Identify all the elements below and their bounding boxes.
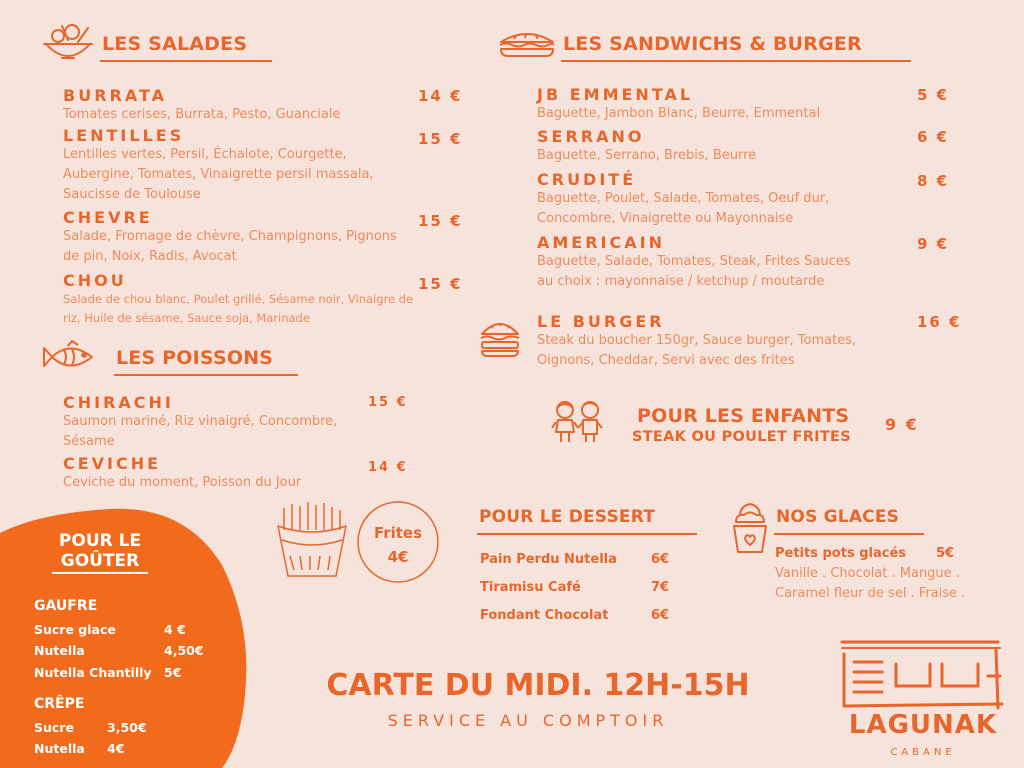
sandwich-item-americain: [537, 233, 867, 292]
dessert-title: POUR LE DESSERT: [479, 507, 656, 527]
gouter-title-underline: [52, 572, 148, 574]
frites-label: Frites: [373, 524, 423, 542]
glaces-item-price: 5€: [936, 546, 955, 561]
fish-icon: [42, 340, 96, 374]
item-desc: Baguette, Poulet, Salade, Tomates, Oeuf dur, Concombre, Vinaigrette ou Mayonnaise: [537, 191, 830, 226]
dessert-item-name: Fondant Chocolat: [480, 608, 609, 623]
poissons-title: LES POISSONS: [116, 347, 274, 369]
dessert-underline: [477, 533, 697, 535]
item-desc: Salade de chou blanc, Poulet grillé, Sésame noir, Vinaigre de riz, Huile de sésame, Sauce soja, Marinade: [63, 292, 414, 325]
glaces-underline: [774, 533, 924, 535]
crepe-title: CRÊPE: [34, 696, 85, 712]
item-desc: Salade, Fromage de chèvre, Champignons, Pignons de pin, Noix, Radis, Avocat: [63, 229, 397, 264]
item-desc: Ceviche du moment, Poisson du Jour: [63, 475, 302, 490]
item-price: 15 €: [418, 130, 463, 148]
glaces-item-name: Petits pots glacés: [775, 546, 907, 561]
salade-item-burrata: [63, 86, 423, 125]
enfants-price: 9 €: [885, 415, 919, 434]
item-name: BURRATA: [63, 86, 168, 105]
children-icon: [550, 398, 606, 446]
fries-icon: [270, 500, 354, 578]
item-name: LE BURGER: [537, 312, 665, 331]
footer-title: CARTE DU MIDI. 12H-15H: [326, 668, 750, 703]
dessert-item-name: Tiramisu Café: [480, 580, 581, 595]
crepe-item-name: Nutella: [34, 741, 85, 756]
salades-title: LES SALADES: [102, 33, 248, 55]
sandwichs-title: LES SANDWICHS & BURGER: [563, 33, 862, 55]
crepe-item-name: Sucre: [34, 720, 74, 735]
item-desc: Lentilles vertes, Persil, Échalote, Courgette, Aubergine, Tomates, Vinaigrette persil massala, Saucisse de Toulouse: [63, 147, 374, 202]
item-price: 16 €: [917, 313, 962, 331]
item-name: CHEVRE: [63, 208, 153, 227]
item-name: LENTILLES: [63, 126, 185, 145]
item-desc: Steak du boucher 150gr, Sauce burger, Tomates, Oignons, Cheddar, Servi avec des frites: [537, 333, 857, 368]
poisson-item-ceviche: [63, 454, 383, 493]
enfants-title: POUR LES ENFANTS: [637, 405, 850, 427]
crepe-item-price: 4€: [107, 741, 125, 756]
item-name: JB EMMENTAL: [537, 85, 694, 104]
item-price: 15 €: [418, 275, 463, 293]
sandwich-icon: [498, 30, 556, 58]
item-price: 14 €: [418, 87, 463, 105]
gaufre-title: GAUFRE: [34, 598, 98, 614]
sandwichs-underline: [561, 60, 911, 62]
sandwich-item-le-burger: [537, 312, 907, 371]
glaces-flavors: Caramel fleur de sel . Fraise .: [775, 586, 966, 601]
dessert-item-price: 6€: [651, 552, 670, 567]
sandwich-item-crudite: [537, 170, 887, 229]
salade-item-lentilles: [63, 126, 403, 205]
gaufre-item-name: Sucre glace: [34, 622, 116, 637]
gaufre-item-name: Nutella: [34, 643, 85, 658]
item-name: CRUDITÉ: [537, 170, 637, 189]
poissons-underline: [114, 374, 298, 376]
poisson-item-chirachi: [63, 393, 383, 452]
frites-price: 4€: [387, 548, 409, 566]
salade-item-chou: [63, 271, 423, 328]
item-name: CEVICHE: [63, 454, 162, 473]
item-price: 9 €: [917, 235, 950, 253]
gouter-title: GOÛTER: [60, 551, 140, 571]
dessert-item-price: 7€: [651, 580, 670, 595]
item-price: 15 €: [368, 395, 408, 410]
item-desc: Saumon mariné, Riz vinaigré, Concombre, Sésame: [63, 414, 338, 449]
gaufre-item-price: 5€: [164, 665, 182, 680]
gouter-title: POUR LE: [58, 531, 142, 551]
gaufre-item-price: 4,50€: [164, 643, 204, 658]
item-price: 5 €: [917, 86, 950, 104]
sandwich-item-serrano: [537, 127, 907, 166]
gaufre-item-price: 4 €: [164, 622, 186, 637]
crepe-item-price: 3,50€: [107, 720, 147, 735]
burger-icon: [478, 318, 522, 358]
glaces-flavors: Vanille . Chocolat . Mangue .: [775, 566, 960, 581]
item-desc: Baguette, Jambon Blanc, Beurre, Emmental: [537, 106, 821, 121]
lagunak-logo-icon: [838, 636, 1006, 712]
sandwich-item-jb-emmental: [537, 85, 907, 124]
ice-cream-cup-icon: [730, 500, 770, 554]
item-name: CHIRACHI: [63, 393, 174, 412]
item-desc: Baguette, Serrano, Brebis, Beurre: [537, 148, 757, 163]
footer-subtitle: SERVICE AU COMPTOIR: [387, 711, 669, 730]
item-name: AMERICAIN: [537, 233, 665, 252]
dessert-item-price: 6€: [651, 608, 670, 623]
dessert-item-name: Pain Perdu Nutella: [480, 552, 617, 567]
item-price: 6 €: [917, 128, 950, 146]
item-name: SERRANO: [537, 127, 645, 146]
item-desc: Tomates cerises, Burrata, Pesto, Guanciale: [63, 107, 341, 122]
logo-sub: CABANE: [890, 747, 956, 758]
logo-name: LAGUNAK: [848, 710, 998, 740]
item-name: CHOU: [63, 271, 127, 290]
enfants-subtitle: STEAK OU POULET FRITES: [632, 429, 852, 445]
item-price: 8 €: [917, 172, 950, 190]
salade-item-chevre: [63, 208, 403, 267]
frites-circle: [356, 500, 440, 584]
salades-underline: [100, 60, 272, 62]
item-price: 15 €: [418, 212, 463, 230]
glaces-title: NOS GLACES: [776, 507, 900, 527]
item-desc: Baguette, Salade, Tomates, Steak, Frites Sauces au choix : mayonnaise / ketchup / moutarde: [537, 254, 851, 289]
item-price: 14 €: [368, 460, 408, 475]
gaufre-item-name: Nutella Chantilly: [34, 665, 152, 680]
salad-bowl-icon: [42, 22, 94, 66]
